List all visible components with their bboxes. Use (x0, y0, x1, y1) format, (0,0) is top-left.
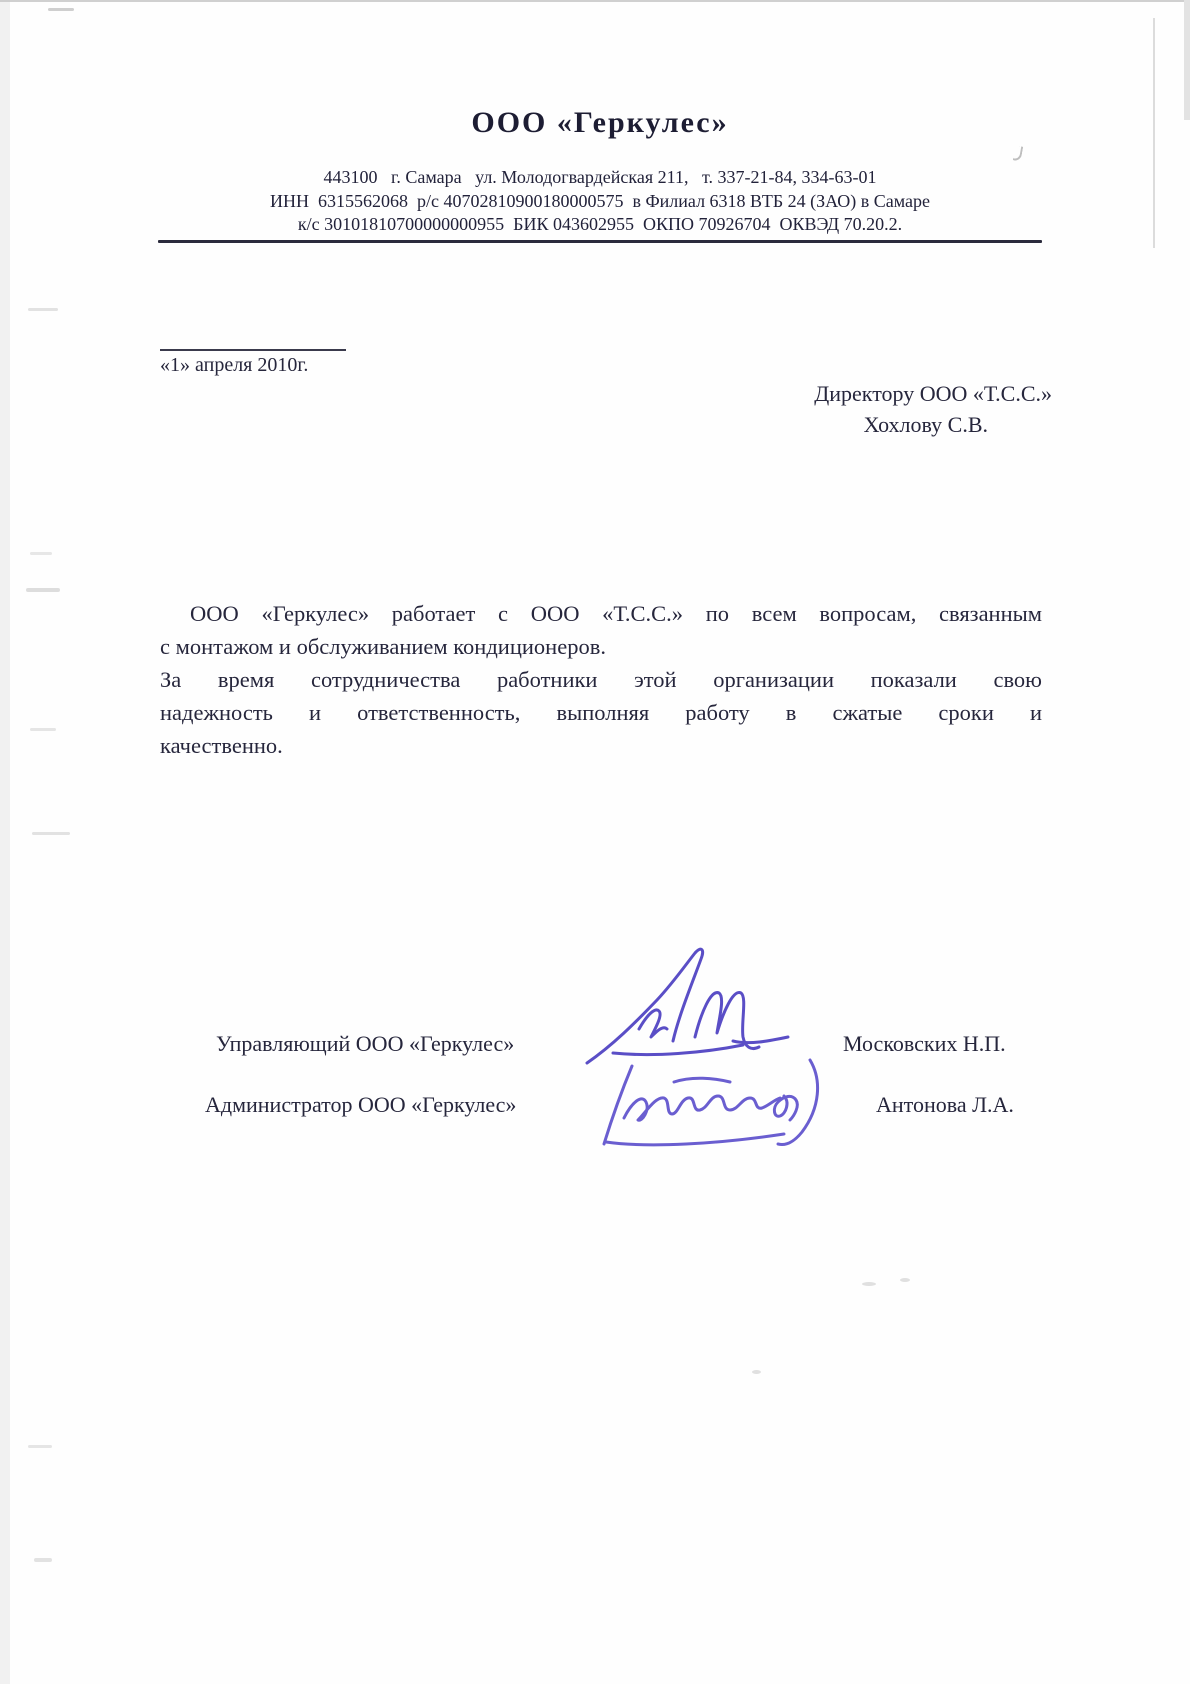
scan-artifact (32, 832, 70, 835)
scan-artifact (30, 728, 56, 731)
scan-artifact (28, 1445, 52, 1448)
body-line: надежность и ответственность, выполняя работу в сжатые сроки и (160, 700, 1042, 725)
letterhead-divider (158, 240, 1042, 243)
signature-name-administrator: Антонова Л.А. (876, 1092, 1014, 1117)
scan-artifact (34, 1558, 52, 1562)
scan-artifact (0, 0, 1190, 2)
addressee-title: Директору ООО «Т.С.С.» (814, 381, 1052, 406)
scan-artifact (752, 1370, 761, 1374)
document-date: «1» апреля 2010г. (160, 354, 309, 376)
company-codes-line: к/с 30101810700000000955 БИК 043602955 ОКПО 70926704 ОКВЭД 70.20.2. (297, 214, 903, 234)
scan-artifact (28, 308, 58, 311)
date-underline (160, 349, 346, 351)
body-line: с монтажом и обслуживанием кондиционеров. (160, 634, 606, 659)
scan-artifact (0, 0, 10, 1684)
signature-role-manager: Управляющий ООО «Геркулес» (216, 1031, 515, 1056)
scan-artifact (48, 8, 74, 11)
addressee-name: Хохлову С.В. (863, 412, 988, 437)
letterhead (155, 106, 1045, 237)
addressee-block (690, 378, 1052, 440)
letter-body (160, 597, 1042, 762)
body-line: качественно. (160, 733, 283, 758)
company-address-line: 443100 г. Самара ул. Молодогвардейская 211, т. 337-21-84, 334-63-01 (323, 167, 877, 187)
company-name: ООО «Геркулес» (471, 106, 729, 139)
signature-administrator-ink (588, 1052, 838, 1152)
body-line: ООО «Геркулес» работает с ООО «Т.С.С.» по всем вопросам, связанным (190, 601, 1042, 626)
scan-artifact (26, 588, 60, 592)
scan-artifact (1153, 18, 1155, 248)
scan-artifact (30, 552, 52, 555)
scan-artifact (862, 1282, 876, 1286)
signature-role-administrator: Администратор ООО «Геркулес» (205, 1092, 517, 1117)
scan-artifact (900, 1278, 910, 1282)
company-bank-details-line: ИНН 6315562068 р/с 40702810900180000575 в Филиал 6318 ВТБ 24 (ЗАО) в Самаре (269, 190, 931, 211)
body-line: За время сотрудничества работники этой организации показали свою (160, 667, 1042, 692)
signature-name-manager: Московских Н.П. (843, 1031, 1006, 1056)
scan-artifact (1184, 0, 1190, 120)
